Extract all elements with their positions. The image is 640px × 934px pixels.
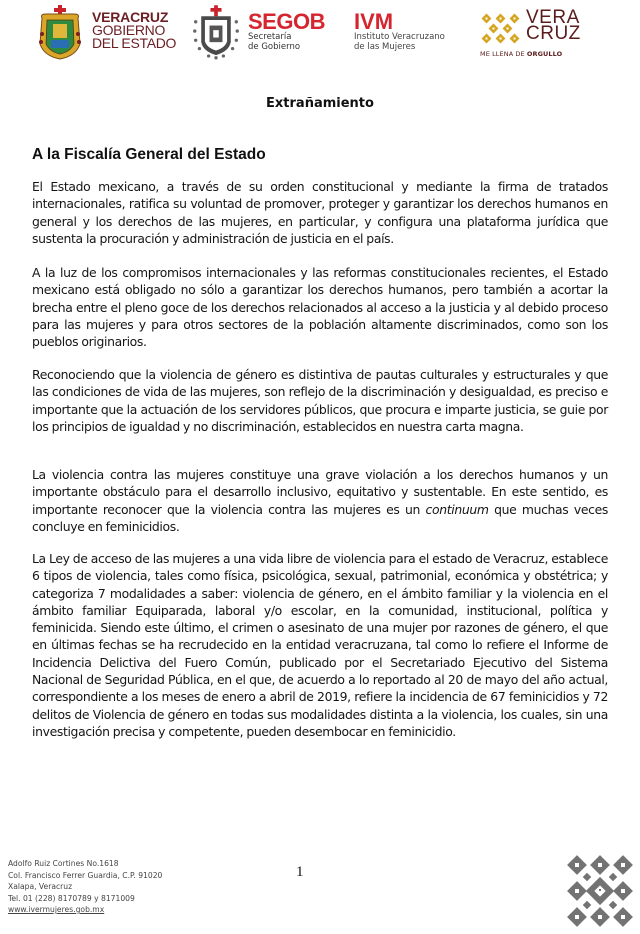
website-link[interactable]: www.ivermujeres.gob.mx bbox=[8, 905, 105, 914]
paragraph bbox=[32, 466, 608, 535]
segob-subtitle: Secretaría bbox=[248, 32, 292, 42]
segob-shield-icon bbox=[192, 4, 240, 60]
address-line: Tel. 01 (228) 8170789 y 8171009 bbox=[8, 893, 135, 903]
veracruz-wordmark bbox=[526, 7, 581, 44]
logo-line: GOBIERNO bbox=[92, 22, 166, 38]
paragraph: El Estado mexicano, a través de su orden constitucional y mediante la firma de tratados internacionales, ratifica su voluntad de promover, proteger y garantizar los derechos humanos en general y los derechos de las mujeres, en particular, y configura una plataforma jurídica que sustenta la procuración y administración de justicia en el país. bbox=[32, 179, 608, 246]
document-title: Extrañamiento bbox=[266, 96, 374, 111]
header-logos bbox=[0, 0, 640, 70]
ivm-title: IVM bbox=[354, 9, 394, 34]
ivm-subtitle: Instituto Veracruzano bbox=[354, 32, 445, 42]
page-number: 1 bbox=[296, 864, 304, 880]
slogan-bold: ORGULLO bbox=[526, 50, 563, 58]
veracruz-slogan bbox=[480, 50, 562, 58]
ivm-subtitle: de las Mujeres bbox=[354, 42, 416, 52]
segob-logo-text bbox=[248, 9, 325, 52]
paragraph-text: La violencia contra las mujeres constituye una grave violación a los derechos humanos y un importante obstáculo para el desarrollo inclusivo, equitativo y sustentable. En este sentido, es importante reconocer que la violencia contra las mujeres es un bbox=[32, 467, 608, 517]
paragraph: Reconociendo que la violencia de género es distintiva de pautas culturales y estructurales y que las condiciones de vida de las mujeres, son reflejo de la discriminación y desigualdad, es preciso e importante que la actuación de los servidores públicos, que procura e imparte justicia, se guie por los principios de igualdad y no discriminación, establecidos en nuestra carta magna. bbox=[32, 367, 608, 434]
address-line: Xalapa, Veracruz bbox=[8, 882, 73, 891]
slogan-regular: ME LLENA DE bbox=[480, 50, 527, 58]
italic-term: continuum bbox=[425, 501, 489, 517]
recipient-heading: A la Fiscalía General del Estado bbox=[32, 146, 266, 163]
logo-line: VERACRUZ bbox=[92, 9, 169, 25]
paragraph: A la luz de los compromisos internacionales y las reformas constitucionales recientes, el Estado mexicano está obligado no sólo a garantizar los derechos humanos, pero también a acortar la brecha entre el pleno goce de los derechos relacionados al acceso a la justicia y al debido proceso para las mujeres y para otros sectores de la población altamente discriminados, como son los pueblos originarios. bbox=[32, 265, 608, 350]
paragraph-text: que muchas veces concluye en feminicidios. bbox=[32, 501, 608, 534]
wordmark-line: VERA bbox=[526, 7, 580, 28]
segob-title: SEGOB bbox=[248, 9, 325, 34]
logo-line: DEL ESTADO bbox=[92, 35, 177, 51]
veracruz-coat-of-arms-icon bbox=[36, 4, 84, 60]
wordmark-line: CRUZ bbox=[526, 23, 581, 44]
veracruz-brand-logo bbox=[478, 7, 598, 60]
segob-subtitle: de Gobierno bbox=[248, 42, 301, 52]
veracruz-pattern-icon bbox=[480, 12, 522, 46]
paragraph: La Ley de acceso de las mujeres a una vida libre de violencia para el estado de Veracruz, establece 6 tipos de violencia, tales como física, psicológica, sexual, patrimonial, económica y obstétrica; y categoriza 7 modalidades a saber: violencia de género, en el ámbito familiar y la violencia en el ámbito familiar Equiparada, laboral y/o escolar, en la comunidad, institucional, política y feminicida. Siendo este último, el crimen o asesinato de una mujer por razones de género, el que en últimas fechas se ha recrudecido en la entidad veracruzana, tal como lo refiere el Informe de Incidencia Delictiva del Fuero Común, publicado por el Secretariado Ejecutivo del Sistema Nacional de Seguridad Pública, en el que, de acuerdo a lo reportado al 20 de mayo del año actual, correspondiente a los meses de enero a abril de 2019, refiere la incidencia de 67 feminicidios y 72 delitos de Violencia de género en todas sus modalidades distinta a la violencia, los cuales, sin una investigación precisa y competente, pueden desembocar en feminicidio. bbox=[32, 551, 608, 739]
ivm-logo-text bbox=[354, 9, 445, 52]
footer-address bbox=[8, 858, 162, 916]
decorative-pattern-icon bbox=[560, 850, 640, 934]
address-line: Col. Francisco Ferrer Guardia, C.P. 91020 bbox=[8, 870, 163, 880]
veracruz-gobierno-logo-text bbox=[92, 11, 176, 50]
address-line: Adolfo Ruiz Cortines No.1618 bbox=[8, 859, 119, 868]
